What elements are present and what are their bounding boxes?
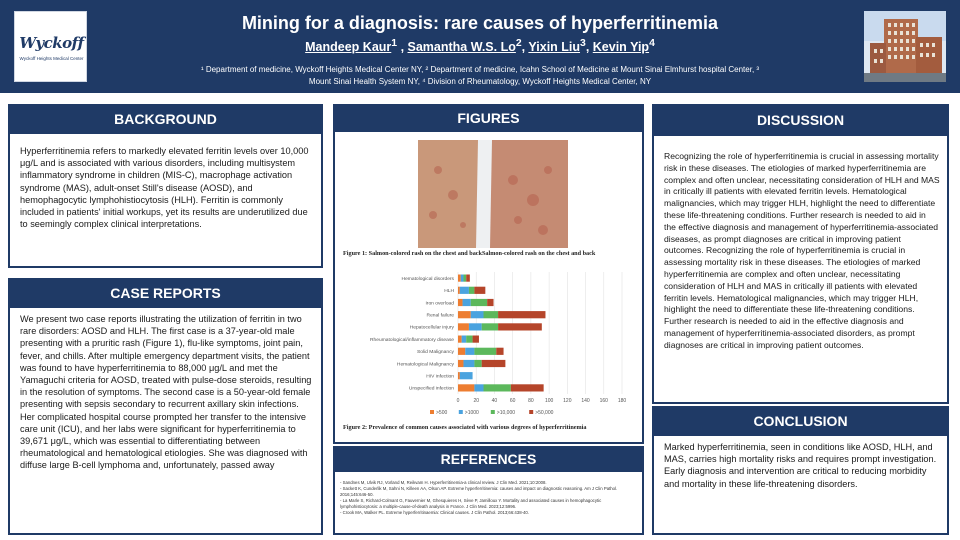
bar-segment: [471, 311, 484, 318]
bar-segment: [458, 323, 469, 330]
affiliations: [120, 64, 840, 88]
hospital-building-image: [864, 11, 946, 82]
bar-segment: [458, 311, 471, 318]
legend-swatch: [430, 410, 434, 414]
author-name: Mandeep Kaur: [305, 40, 392, 55]
case-reports-text: We present two case reports illustrating the utilization of ferritin in two rare disorders: AOSD and HLH. The first case is a 37-year-old male presenting with a pruritic rash (Figure 1), flu-like symptoms, joint pain, fever, and chills. After multiple emergency department visits, the patient was found to have hyperferritinemia to 88,000 μg/L and met the Yamaguchi criteria for AOSD, treated with pulse-dose steroids, resulting in the resolution of symptoms. The second case is a 50-year-old female presenting with sepsis secondary to recurrent axillary skin infections. Her complicated hospital course prompted her transfer to the intensive care unit (ICU), and her labs were significant for hyperferritinemia to 39,671 μg/L, which was essential to differentiating between rheumatological and hematological etiologies. She was diagnosed with diffuse large B-cell lymphoma and, unfortunately, passed away: [20, 314, 312, 471]
case-reports-heading: CASE REPORTS: [8, 278, 323, 308]
x-tick-label: 80: [528, 398, 534, 404]
bar-segment: [458, 275, 461, 282]
background-text: Hyperferritinemia refers to markedly elevated ferritin levels over 10,000 μg/L and is associated with various disorders, including multisystem inflammatory syndrome in children (MIS-C), macrophage activation syndrome (MAS), adult-onset Still's disease (AOSD), and hemophagocytic lymphohistiocytosis (HLH). Ferritin is commonly included in patients' initial workups, yet its results are underutilized due to seemingly complex clinical interpretations.: [20, 146, 309, 230]
references-list: [340, 480, 635, 516]
discussion-text: Recognizing the role of hyperferritinemia is crucial in assessing mortality risk in these diseases. The etiologies of marked hyperferritinemia are complex and often unclear, necessitating consideration of HLH and MAS in critically ill patients with elevated ferritin levels. Hematological malignancies, which may trigger HLH, highlight the need to differentiate these life-threatening conditions. Further research is needed to aid in the effective diagnosis and management of hyperferritinemia-associated diseases, as prompt diagnoses are critical in improving patient outcomes. Recognizing the role of hyperferritinemia is crucial in assessing mortality risk in these diseases. The etiologies of marked hyperferritinemia are complex and often unclear, necessitating consideration of HLH and MAS in critically ill patients with elevated ferritin levels. Hematological malignancies, which may trigger HLH, highlight the need to differentiate these life-threatening conditions. Further research is needed to aid in the effective diagnosis and management of hyperferritinemia-associated disorders, as prompt diagnoses are critical in improving patient outcomes.: [664, 151, 940, 350]
bar-segment: [498, 323, 542, 330]
logo-subtitle: Wyckoff Heights Medical Center: [19, 56, 84, 61]
affiliation-line: Mount Sinai Health System NY, ⁴ Division of Rheumatology, Wyckoff Heights Medical Center, NY: [308, 77, 652, 86]
bar-segment: [473, 336, 479, 343]
category-label: Rheumatological/inflammatory disease: [370, 337, 454, 343]
bar-segment: [474, 360, 481, 367]
bar-segment: [469, 287, 474, 294]
affiliation-line: ¹ Department of medicine, Wyckoff Heights Medical Center NY, ² Department of medicine, Icahn School of Medicine at Mount Sinai Elmhurst hospital Center, ³: [200, 65, 760, 74]
background-heading: BACKGROUND: [8, 104, 323, 134]
x-tick-label: 100: [544, 398, 554, 404]
bar-segment: [458, 336, 462, 343]
legend-label: >10,000: [496, 410, 516, 416]
poster-header: [0, 0, 960, 93]
references-heading: REFERENCES: [333, 446, 644, 472]
x-tick-label: 60: [509, 398, 516, 404]
reference-item: - La Marle S, Richard-Colmant G, Fauvernier M, Ghesquieres H, Sève P, Jamilloux Y. Mortality and associated causes in hemophagocytic lymphohistiocytosis: a multiple-cause-of-death analysis in France. J Clin Med. 2023;12:5996.: [340, 498, 602, 509]
figure-1-caption: Figure 1: Salmon-colored rash on the chest and backSalmon-colored rash on the chest and back: [343, 250, 596, 257]
category-label: HLH: [444, 289, 454, 295]
poster-title: Mining for a diagnosis: rare causes of hyperferritinemia: [241, 13, 719, 33]
bar-segment: [458, 287, 460, 294]
category-label: Renal failure: [426, 313, 454, 319]
rash-photo: [418, 140, 568, 248]
author-affiliation-mark: 1: [391, 38, 398, 49]
legend-swatch: [491, 410, 495, 414]
category-label: Hepatocellular injury: [409, 325, 454, 331]
bar-segment: [463, 360, 474, 367]
x-tick-label: 0: [456, 398, 460, 404]
bar-segment: [474, 348, 496, 355]
bar-segment: [471, 299, 487, 306]
discussion-heading: DISCUSSION: [652, 104, 949, 136]
x-tick-label: 40: [491, 398, 498, 404]
bar-segment: [461, 275, 464, 282]
x-tick-label: 160: [599, 398, 608, 404]
legend-label: >50,000: [535, 410, 554, 416]
bar-segment: [458, 384, 474, 391]
author-name: Samantha W.S. Lo: [407, 40, 516, 55]
author-affiliation-mark: 4: [649, 38, 655, 49]
bar-segment: [466, 336, 472, 343]
bar-segment: [496, 348, 503, 355]
legend-label: >1000: [464, 410, 479, 416]
bar-segment: [484, 384, 511, 391]
bar-segment: [465, 348, 474, 355]
figure-2-caption: Figure 2: Prevalence of common causes associated with various degrees of hyperferritinemia: [343, 424, 587, 431]
author-name: Yixin Liu: [528, 40, 581, 55]
bar-segment: [458, 360, 463, 367]
bar-segment: [463, 299, 471, 306]
bar-segment: [460, 372, 473, 379]
bar-segment: [511, 384, 544, 391]
category-label: HIV infection: [426, 374, 454, 380]
bar-segment: [484, 311, 499, 318]
category-label: Hematological disorders: [401, 276, 454, 282]
author-name: Kevin Yip: [592, 40, 650, 55]
author-affiliation-mark: 3: [580, 38, 586, 49]
legend-swatch: [529, 410, 533, 414]
reference-item: - Crook MA, Walker PL. Extreme hyperferritinaemia: Clinical causes. J Clin Pathol. 2013;66:438-40.: [340, 510, 529, 515]
hospital-logo: [14, 11, 87, 82]
bar-segment: [482, 360, 506, 367]
bar-segment: [458, 348, 465, 355]
conclusion-heading: CONCLUSION: [652, 406, 949, 436]
figures-heading: FIGURES: [333, 104, 644, 132]
x-tick-label: 140: [581, 398, 590, 404]
bar-segment: [466, 275, 470, 282]
conclusion-text: Marked hyperferritinemia, seen in conditions like AOSD, HLH, and MAS, carries high mortality risks and requires prompt investigation. Early diagnosis and intervention are critical to reducing morbidity and mortality in these life-threatening disorders.: [664, 442, 937, 489]
category-label: Solid Malignancy: [417, 350, 454, 356]
bar-segment: [482, 323, 498, 330]
ferritin-causes-bar-chart: [340, 268, 640, 420]
bar-segment: [469, 323, 482, 330]
legend-swatch: [459, 410, 463, 414]
author-list: Mandeep Kaur$^1$ , Samantha W.S. Lo$^2$, Yixin Liu$^3$, Kevin Yip$^4$: [305, 38, 655, 55]
bar-segment: [474, 384, 483, 391]
logo-wordmark: Wyckoff: [19, 34, 84, 52]
category-label: Unspecified infection: [408, 386, 454, 392]
x-tick-label: 120: [563, 398, 572, 404]
bar-segment: [462, 336, 467, 343]
legend-label: >500: [436, 410, 448, 416]
category-label: Iron overload: [425, 301, 454, 307]
bar-segment: [458, 372, 460, 379]
bar-segment: [463, 275, 466, 282]
bar-segment: [487, 299, 493, 306]
bar-segment: [474, 287, 485, 294]
bar-segment: [460, 287, 469, 294]
bar-segment: [498, 311, 545, 318]
reference-item: - Sackett K, Cunderlik M, Sahni N, Killeen AA, Olson AP. Extreme hyperferritinemia: causes and impact on diagnostic reasoning. Am J Clin Pathol. 2016;145:646-50.: [340, 486, 618, 497]
x-tick-label: 180: [617, 398, 627, 404]
author-affiliation-mark: 2: [515, 38, 522, 49]
x-tick-label: 20: [473, 398, 480, 404]
reference-item: - Sandnes M, Ulvik RJ, Vorland M, Reikvam H. Hyperferritinemia-a clinical review. J Clin Med. 2021;10:2008.: [340, 480, 547, 485]
bar-segment: [458, 299, 463, 306]
category-label: Hematological Malignancy: [396, 362, 454, 368]
